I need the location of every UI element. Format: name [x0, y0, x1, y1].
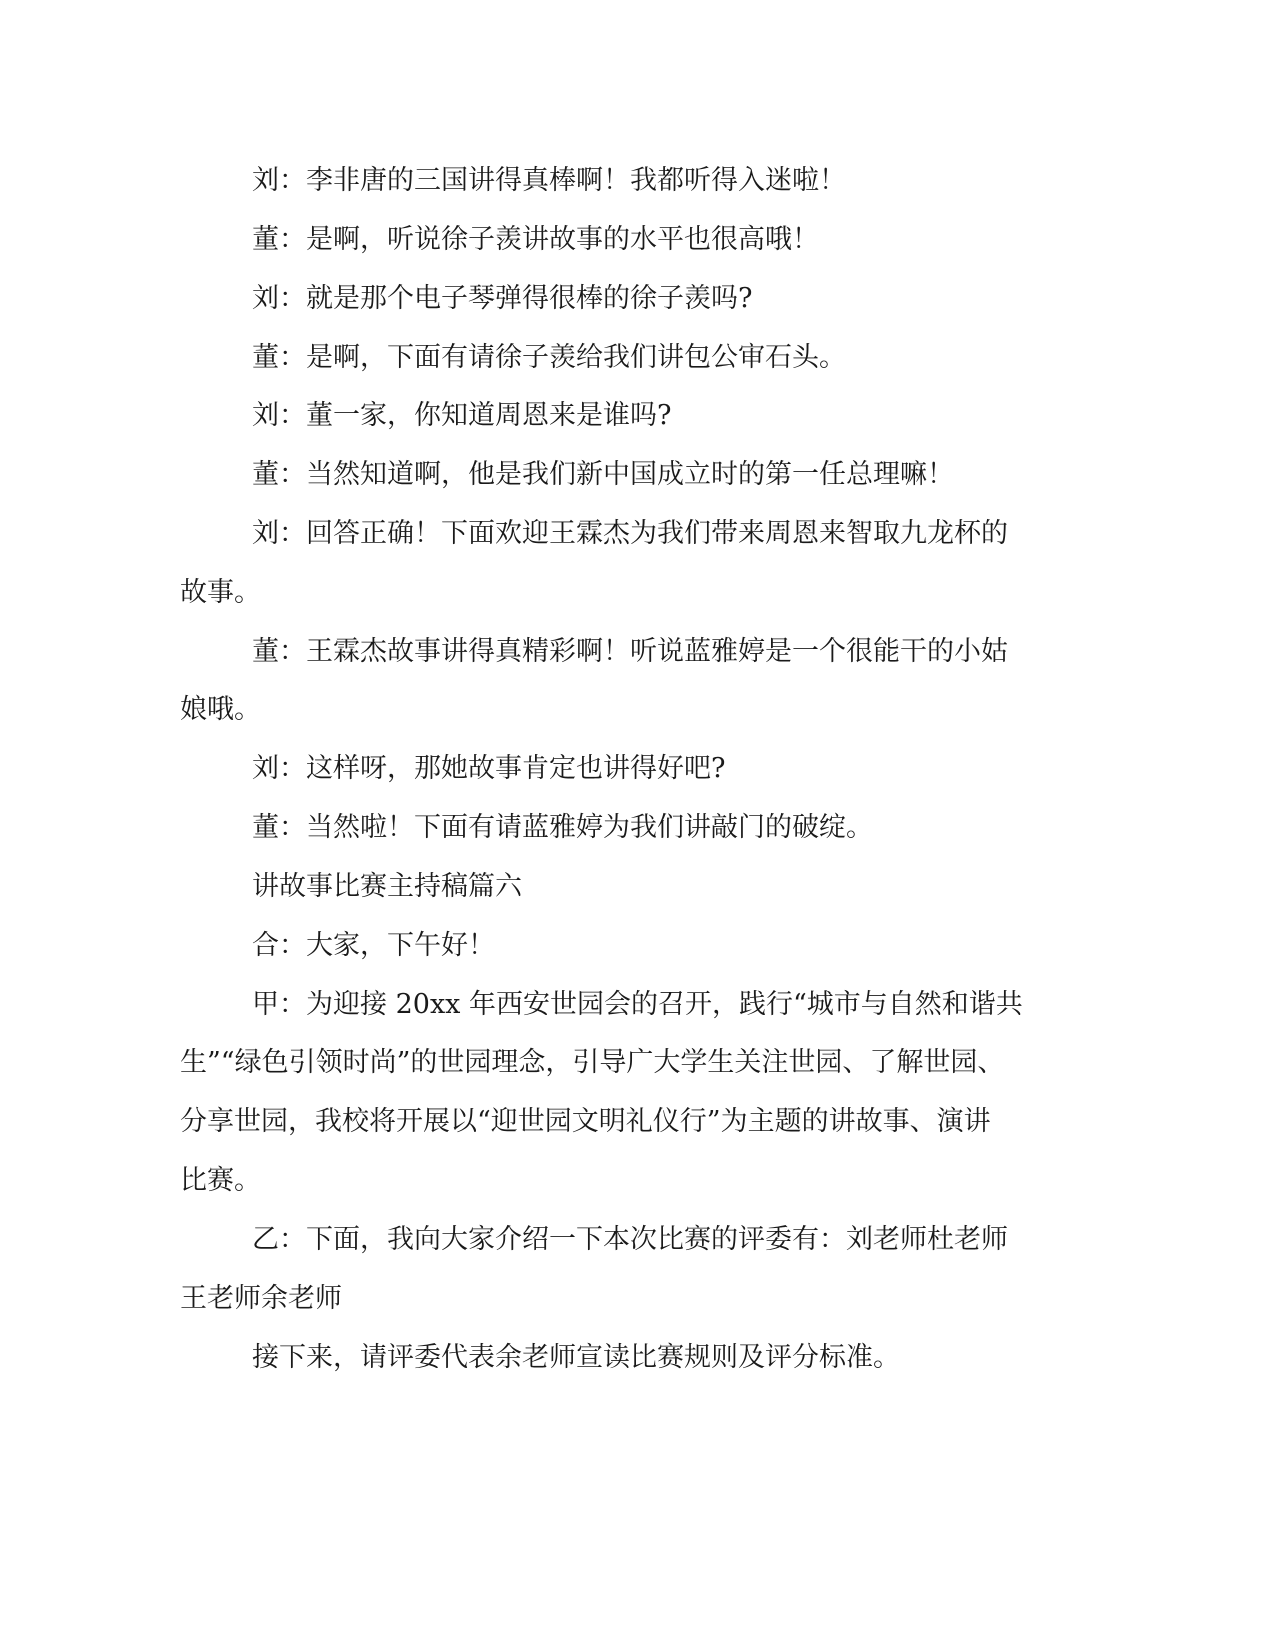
dialogue-line-continuation: 比赛。 [180, 1165, 261, 1196]
dialogue-line: 甲：为迎接 20xx 年西安世园会的召开，践行“城市与自然和谐共 [252, 989, 1023, 1020]
dialogue-line: 刘：这样呀，那她故事肯定也讲得好吧? [252, 753, 726, 784]
dialogue-line: 董：是啊，下面有请徐子羡给我们讲包公审石头。 [252, 342, 846, 373]
dialogue-line: 刘：回答正确！下面欢迎王霖杰为我们带来周恩来智取九龙杯的 [252, 518, 1008, 549]
dialogue-line: 接下来，请评委代表余老师宣读比赛规则及评分标准。 [252, 1342, 900, 1373]
dialogue-line: 刘：李非唐的三国讲得真棒啊！我都听得入迷啦！ [252, 165, 846, 196]
dialogue-line: 董：王霖杰故事讲得真精彩啊！听说蓝雅婷是一个很能干的小姑 [252, 636, 1008, 667]
dialogue-line-continuation: 生”“绿色引领时尚”的世园理念，引导广大学生关注世园、了解世园、 [180, 1047, 1005, 1078]
dialogue-line: 董：当然啦！下面有请蓝雅婷为我们讲敲门的破绽。 [252, 812, 873, 843]
dialogue-line-continuation: 分享世园，我校将开展以“迎世园文明礼仪行”为主题的讲故事、演讲 [180, 1106, 991, 1137]
dialogue-line: 董：当然知道啊，他是我们新中国成立时的第一任总理嘛！ [252, 459, 954, 490]
dialogue-line: 董：是啊，听说徐子羡讲故事的水平也很高哦！ [252, 224, 819, 255]
dialogue-line: 乙：下面，我向大家介绍一下本次比赛的评委有：刘老师杜老师 [252, 1224, 1008, 1255]
dialogue-line: 刘：就是那个电子琴弹得很棒的徐子羡吗? [252, 283, 753, 314]
dialogue-line: 刘：董一家，你知道周恩来是谁吗? [252, 400, 672, 431]
dialogue-line-continuation: 王老师余老师 [180, 1283, 342, 1314]
dialogue-line: 合：大家，下午好！ [252, 930, 495, 961]
dialogue-line-continuation: 娘哦。 [180, 694, 261, 725]
section-heading: 讲故事比赛主持稿篇六 [252, 871, 522, 902]
dialogue-line-continuation: 故事。 [180, 577, 261, 608]
